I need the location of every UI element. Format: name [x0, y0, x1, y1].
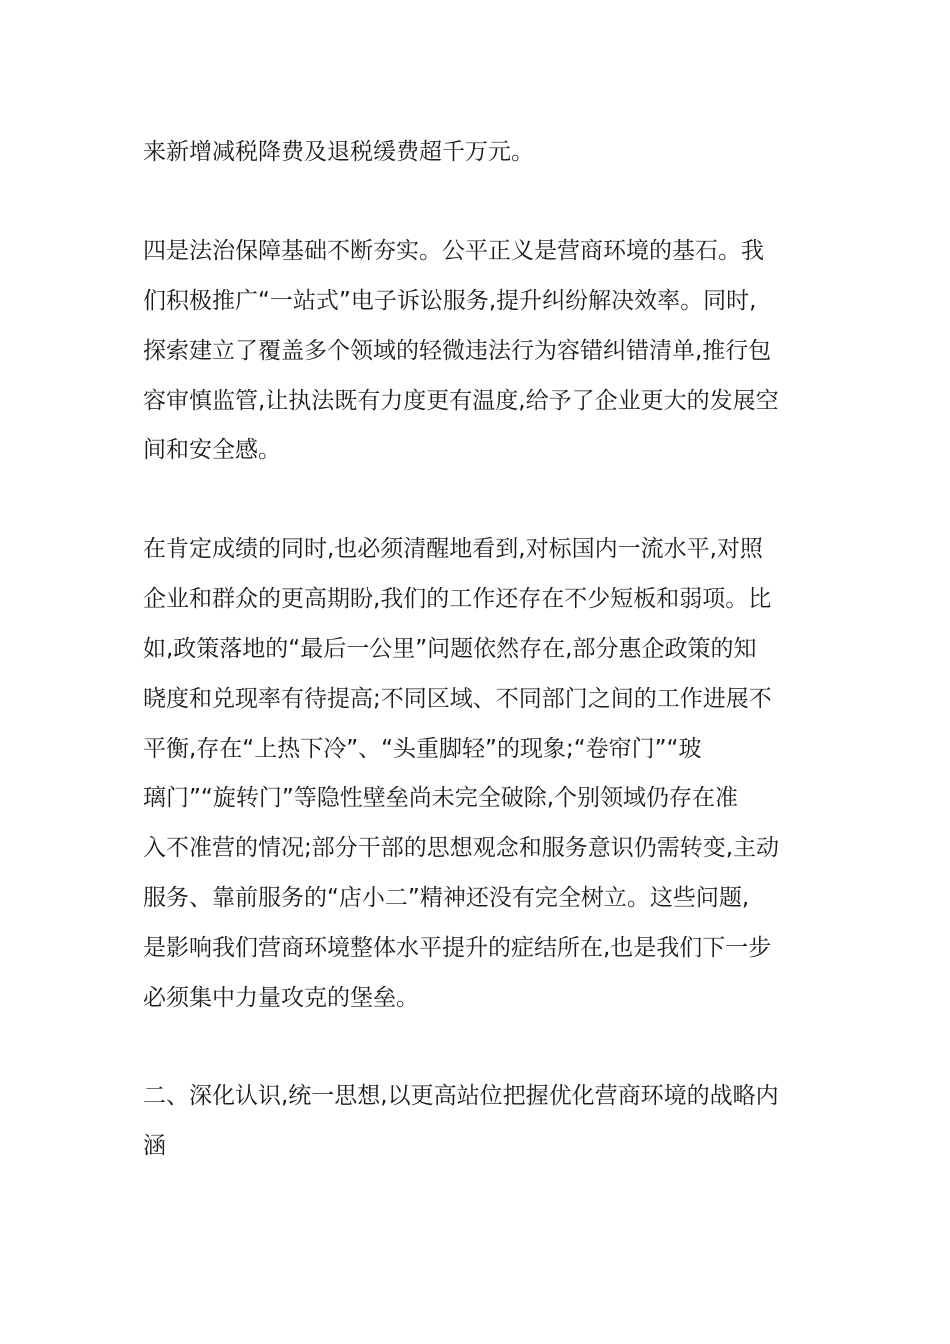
text-line: 们积极推广“一站式”电子诉讼服务,提升纠纷解决效率。同时, [143, 288, 757, 314]
text-line: 晓度和兑现率有待提高;不同区域、不同部门之间的工作进展不 [143, 686, 772, 712]
text-line: 如,政策落地的“最后一公里”问题依然存在,部分惠企政策的知 [143, 636, 757, 662]
text-line: 企业和群众的更高期盼,我们的工作还存在不少短板和弱项。比 [143, 586, 772, 612]
text-line: 二、深化认识,统一思想,以更高站位把握优化营商环境的战略内 [143, 1083, 779, 1109]
text-line: 间和安全感。 [143, 437, 281, 463]
text-line: 探索建立了覆盖多个领域的轻微违法行为容错纠错清单,推行包 [143, 338, 772, 364]
text-line: 四是法治保障基础不断夯实。公平正义是营商环境的基石。我 [143, 238, 764, 264]
text-line: 容审慎监管,让执法既有力度更有温度,给予了企业更大的发展空 [143, 388, 779, 414]
text-line: 是影响我们营商环境整体水平提升的症结所在,也是我们下一步 [143, 935, 772, 961]
text-line: 在肯定成绩的同时,也必须清醒地看到,对标国内一流水平,对照 [143, 536, 763, 562]
text-line: 必须集中力量攻克的堡垒。 [143, 985, 419, 1011]
text-line: 涵 [143, 1133, 166, 1159]
text-line: 服务、靠前服务的“店小二”精神还没有完全树立。这些问题, [143, 885, 750, 911]
text-line: 璃门”“旋转门”等隐性壁垒尚未完全破除,个别领域仍存在准 [143, 785, 739, 811]
text-line: 来新增减税降费及退税缓费超千万元。 [143, 139, 534, 165]
text-line: 平衡,存在“上热下冷”、“头重脚轻”的现象;“卷帘门”“玻 [143, 736, 702, 762]
text-line: 入不准营的情况;部分干部的思想观念和服务意识仍需转变,主动 [143, 835, 780, 861]
